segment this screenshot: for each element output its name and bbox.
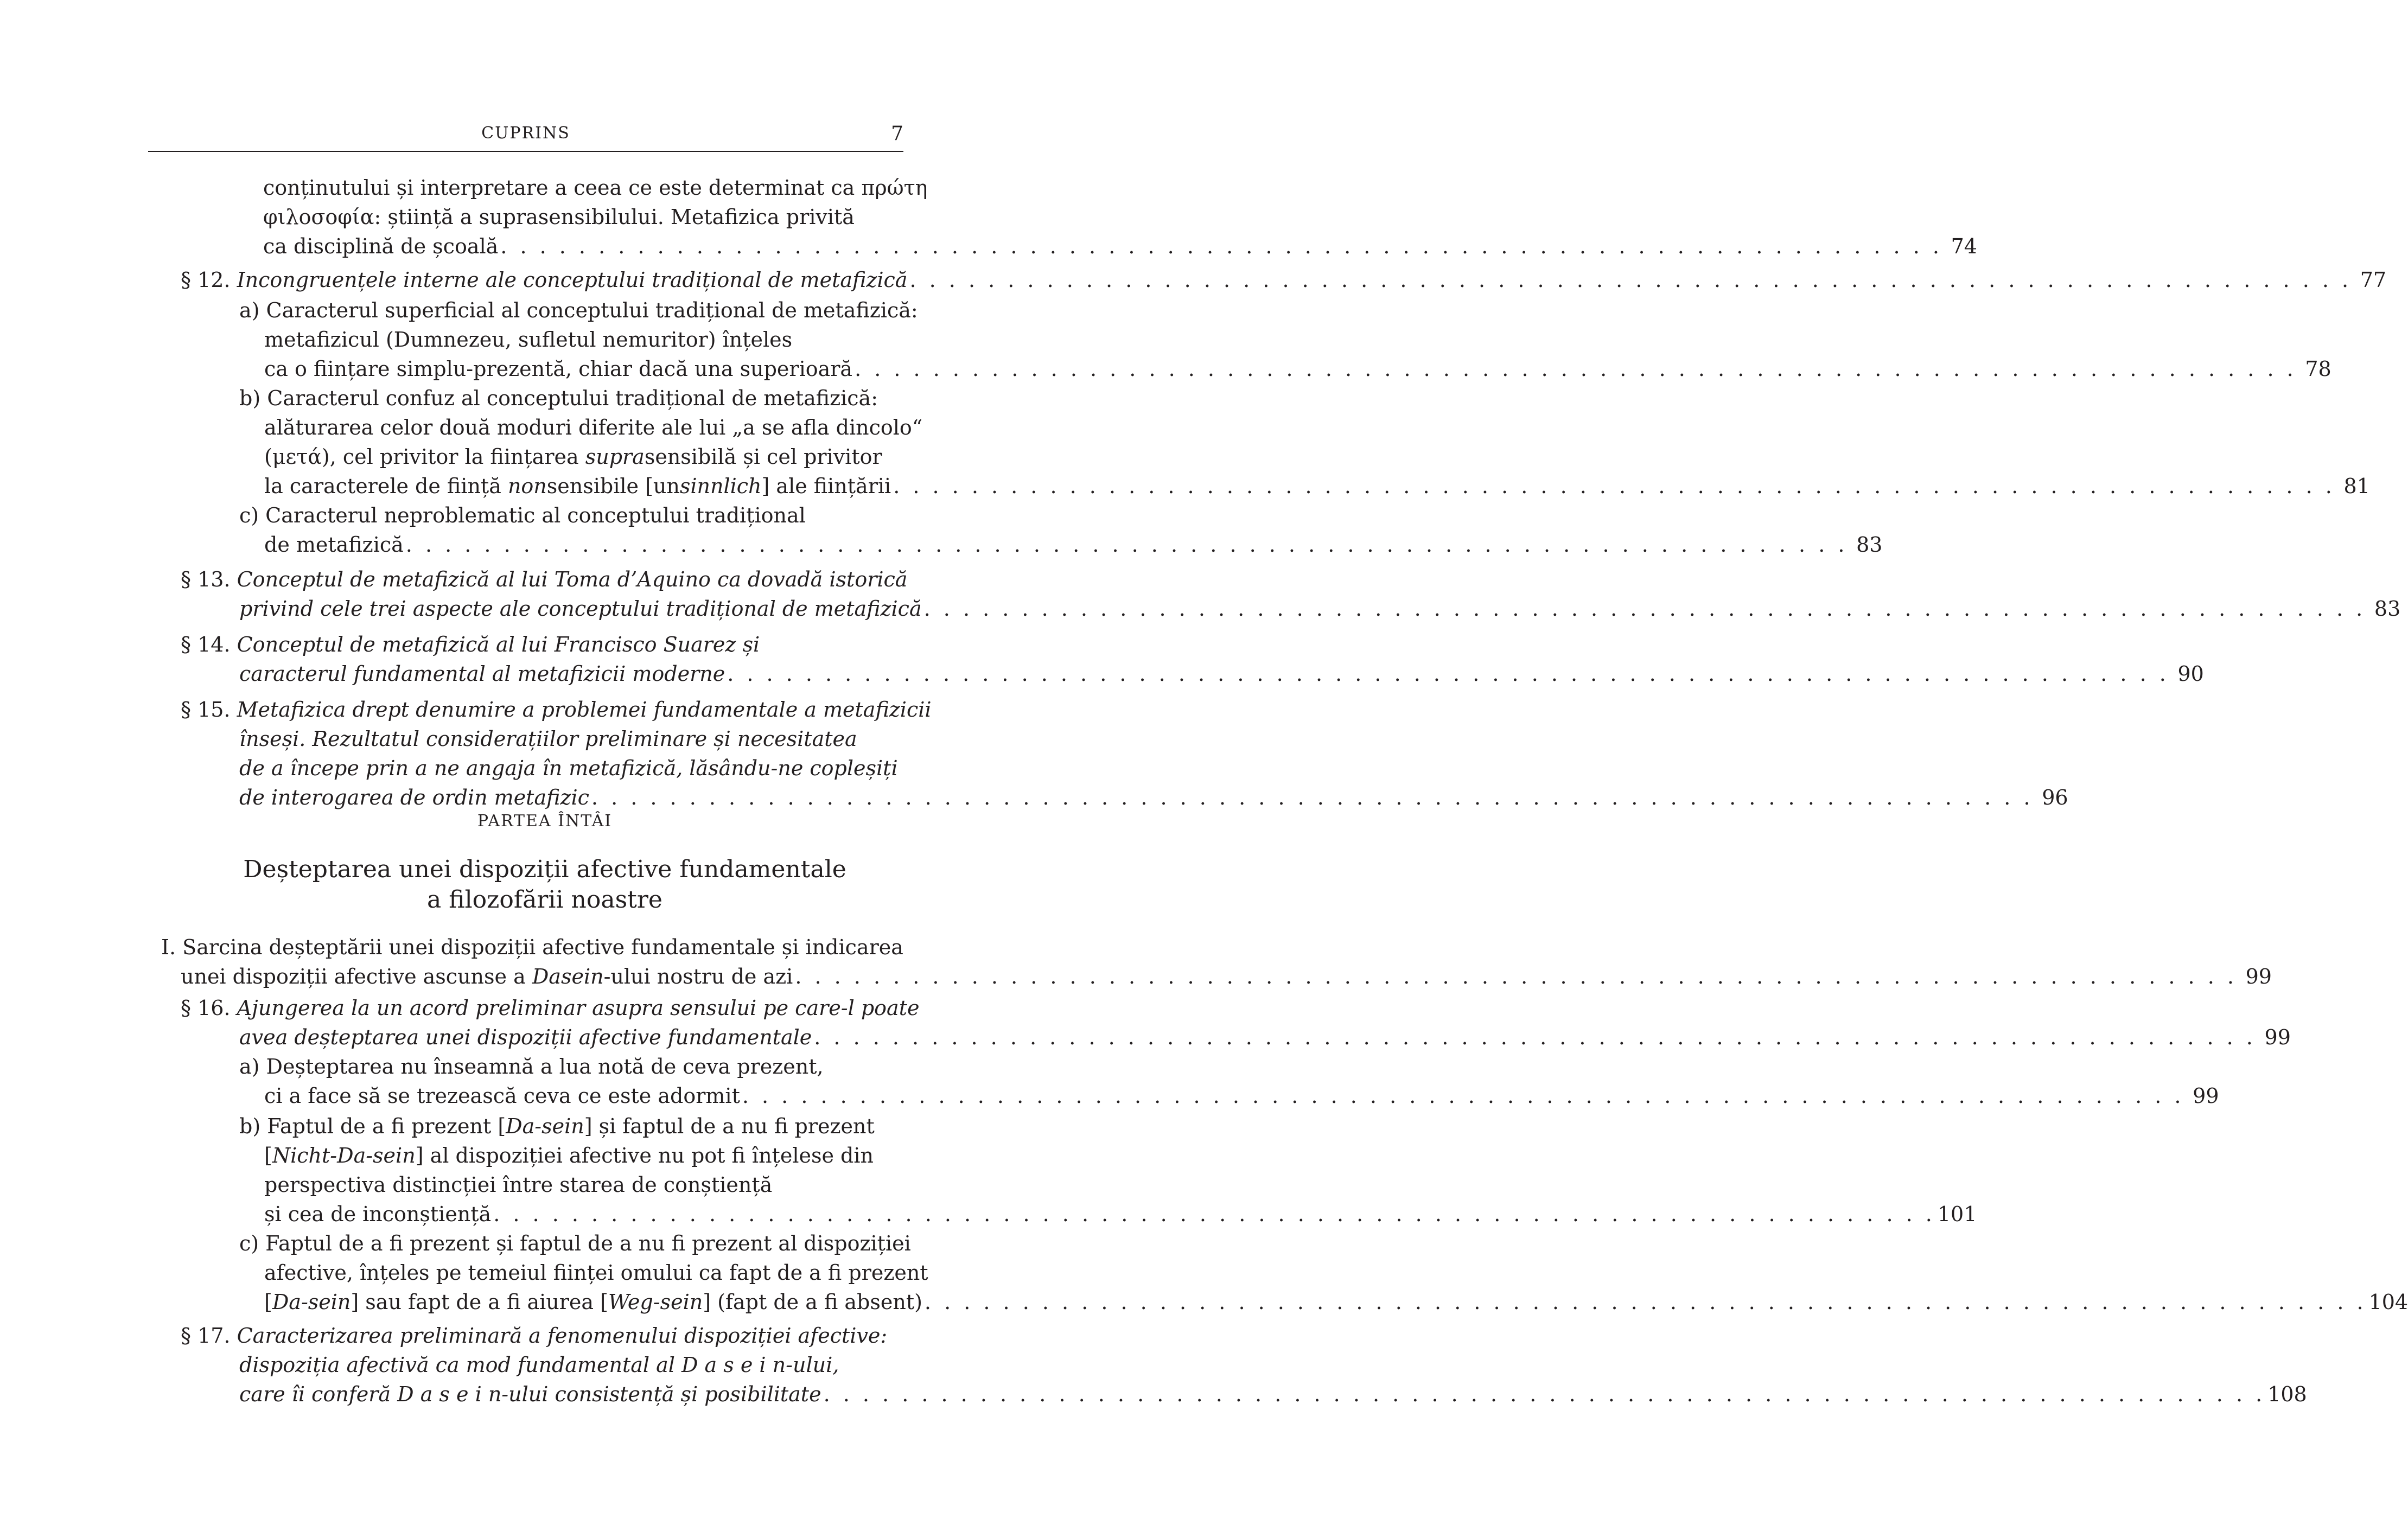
section-title: Incongruențele interne ale conceptului tradițional de metafizică [237,268,908,292]
toc-line: § 16. Ajungerea la un acord preliminar asupra sensului pe care-l poate [181,996,920,1020]
toc-line: § 14. Conceptul de metafizică al lui Francisco Suarez și [181,633,760,656]
part-title: Deșteptarea unei dispoziții afective fundamentale [243,856,846,883]
toc-line: metafizicul (Dumnezeu, sufletul nemuritor) înțeles [264,328,793,352]
section-number: § 14. [181,633,231,656]
toc-line: b) Caracterul confuz al conceptului tradițional de metafizică: [239,386,878,410]
section-number: § 13. [181,567,231,591]
toc-line: alăturarea celor două moduri diferite ale lui „a se afla dincolo“ [264,416,923,439]
toc-line: a) Deșteptarea nu înseamnă a lua notă de ceva prezent, [239,1055,824,1078]
toc-entry-s15[interactable]: de interogarea de ordin metafizic . . . 96 [239,782,903,813]
toc-line: (μετά), cel privitor la ființarea suprasensibilă și cel privitor [264,445,882,469]
toc-page-number: 99 [2264,1025,2291,1049]
toc-entry[interactable]: la caracterele de ființă nonsensibile [unsinnlich] ale ființării . . . 81 [264,471,903,501]
part-title: a filozofării noastre [427,886,662,914]
toc-entry[interactable]: ca o ființare simplu-prezentă, chiar dacă una superioară . . . 78 [264,354,903,384]
running-title: CUPRINS [481,124,570,143]
toc-page-number: 77 [2360,268,2387,292]
page-number: 7 [891,123,903,145]
toc-page-number: 96 [2042,786,2068,809]
toc-line: b) Faptul de a fi prezent [Da-sein] și faptul de a nu fi prezent [239,1114,875,1138]
toc-entry-s16[interactable]: avea deșteptarea unei dispoziții afective fundamentale . . . 99 [239,1022,903,1052]
part-label: PARTEA ÎNTÂI [477,812,613,831]
toc-page-number: 108 [2267,1382,2307,1406]
toc-line: § 13. Conceptul de metafizică al lui Toma d’Aquino ca dovadă istorică [181,567,908,591]
toc-line: I. Sarcina deșteptării unei dispoziții afective fundamentale și indicarea [161,935,903,959]
section-number: § 17. [181,1324,231,1348]
toc-line: dispoziția afectivă ca mod fundamental al D a s e i n-ului, [239,1353,839,1377]
toc-entry-s13[interactable]: privind cele trei aspecte ale conceptului tradițional de metafizică . . . 83 [239,593,903,624]
toc-line: φιλοσοφία: știință a suprasensibilului. Metafizica privită [263,205,855,229]
toc-line: de a începe prin a ne angaja în metafizică, lăsându-ne copleșiți [239,756,898,780]
section-number: § 15. [181,698,231,722]
section-number: § 16. [181,996,231,1020]
toc-entry-s17[interactable]: care îi conferă D a s e i n-ului consistență și posibilitate . . . 108 [239,1379,903,1409]
toc-line: a) Caracterul superficial al conceptului tradițional de metafizică: [239,298,918,322]
section-number: § 12. [181,268,231,292]
toc-line: [Nicht-Da-sein] al dispoziției afective nu pot fi înțelese din [264,1144,874,1167]
toc-entry[interactable]: de metafizică . . . 83 [264,529,903,560]
toc-line: c) Caracterul neproblematic al conceptului tradițional [239,503,806,527]
toc-line: afective, înțeles pe temeiul ființei omului ca fapt de a fi prezent [264,1261,928,1285]
toc-entry-s12[interactable] [181,265,2387,295]
toc-page-number: 99 [2193,1084,2219,1108]
toc-page-number: 90 [2177,662,2204,686]
toc-line: înseși. Rezultatul considerațiilor preliminare și necesitatea [239,727,857,751]
toc-page-number: 78 [2305,357,2331,381]
toc-page-number: 99 [2245,965,2272,988]
toc-entry[interactable]: și cea de inconștiență . . . 101 [264,1199,903,1229]
toc-page-number: 81 [2343,474,2370,498]
toc-entry[interactable]: ci a face să se trezească ceva ce este adormit . . . 99 [264,1081,903,1111]
toc-line: perspectiva distincției între starea de conștiență [264,1173,773,1197]
toc-line: § 15. Metafizica drept denumire a problemei fundamentale a metafizicii [181,698,932,722]
toc-page-number: 83 [2374,597,2401,621]
toc-entry-s14[interactable]: caracterul fundamental al metafizicii moderne . . . 90 [239,659,903,689]
toc-page-number: 74 [1951,234,1977,258]
toc-line: conținutului și interpretare a ceea ce este determinat ca πρώτη [263,176,928,200]
toc-entry-ch1[interactable]: unei dispoziții afective ascunse a Dasein-ului nostru de azi . . . 99 [181,961,903,992]
toc-line: § 17. Caracterizarea preliminară a fenomenului dispoziției afective: [181,1324,888,1348]
toc-entry[interactable]: ca disciplină de școală . . . 74 [263,231,903,261]
toc-page-number: 83 [1856,533,1883,557]
toc-page-number: 104 [2368,1290,2408,1314]
toc-page-number: 101 [1937,1202,1977,1226]
toc-entry[interactable]: [Da-sein] sau fapt de a fi aiurea [Weg-sein] (fapt de a fi absent) . . . 104 [264,1287,903,1317]
toc-line: c) Faptul de a fi prezent și faptul de a nu fi prezent al dispoziției [239,1231,911,1255]
